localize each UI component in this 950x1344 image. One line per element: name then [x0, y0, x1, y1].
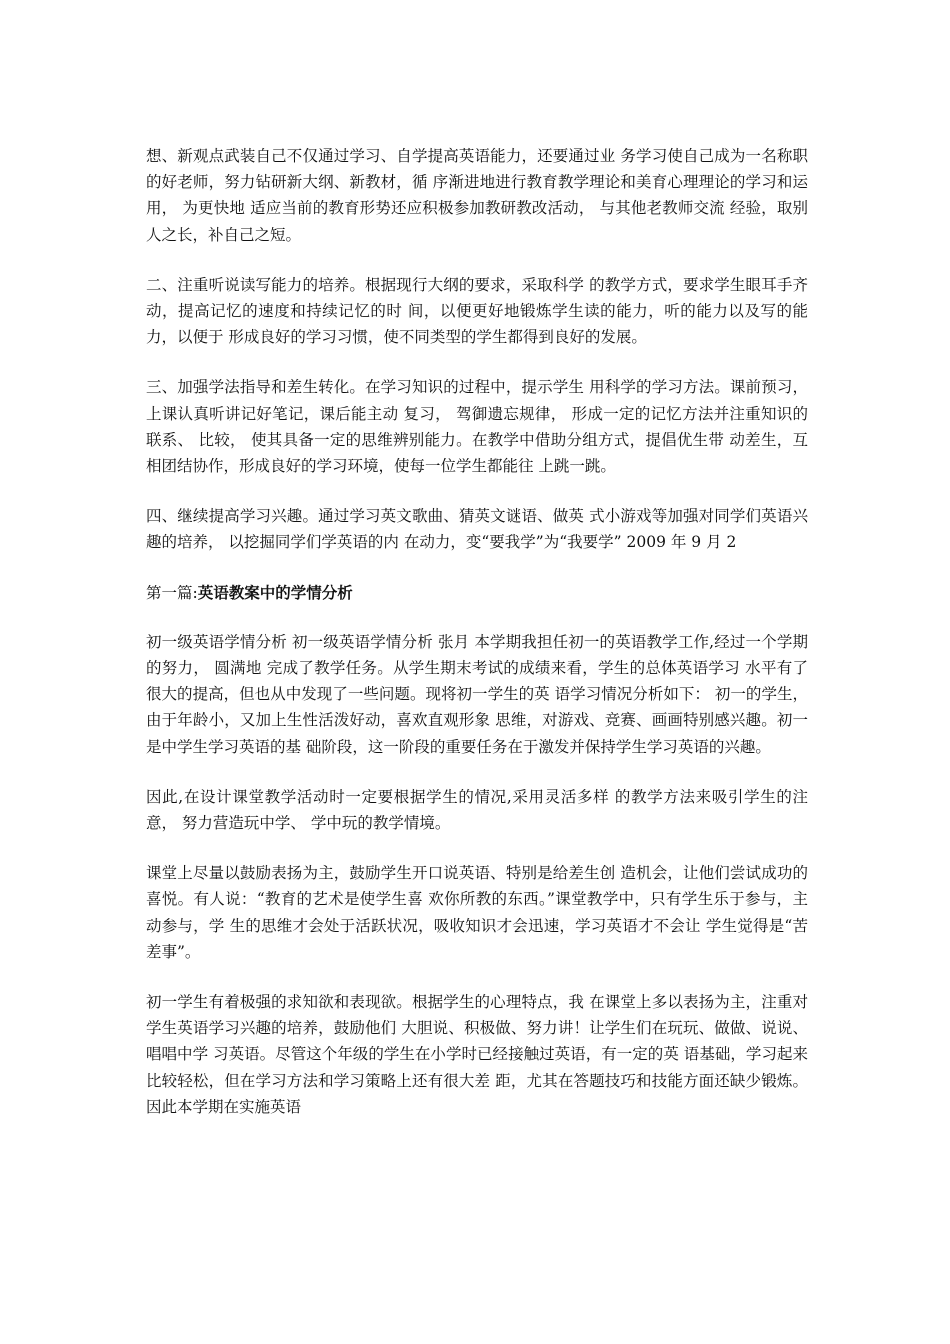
- paragraph-6: 因此,在设计课堂教学活动时一定要根据学生的情况,采用灵活多样 的教学方法来吸引学生的注意， 努力营造玩中学、 学中玩的教学情境。: [146, 787, 808, 833]
- paragraph-3: 三、加强学法指导和差生转化。在学习知识的过程中，提示学生 用科学的学习方法。课前预习，上课认真听讲记好笔记，课后能主动 复习， 驾御遗忘规律， 形成一定的记忆方法并注重知识的联系、 比较， 使其具备一定的思维辨别能力。在教学中借助分组方式，提倡优生带 动差生，互相团结协作，形成良好的学习环境，使每一位学生都能往 上跳一跳。: [146, 378, 808, 476]
- paragraph-4: 四、继续提高学习兴趣。通过学习英文歌曲、猜英文谜语、做英 式小游戏等加强对同学们英语兴趣的培养， 以挖掘同学们学英语的内 在动力，变“要我学”为“我要学” 2009 年 9 月 2: [146, 507, 808, 552]
- paragraph-1: 想、新观点武装自己不仅通过学习、自学提高英语能力，还要通过业 务学习使自己成为一名称职的好老师，努力钻研新大纲、新教材，循 序渐进地进行教育教学理论和美育心理理论的学习和运用， 为更快地 适应当前的教育形势还应积极参加教研教改活动， 与其他老教师交流 经验，取别人之长，补自己之短。: [146, 147, 808, 244]
- document-page: [146, 143, 808, 1144]
- section-heading: [146, 580, 808, 606]
- paragraph-7: 课堂上尽量以鼓励表扬为主，鼓励学生开口说英语、特别是给差生创 造机会，让他们尝试成功的喜悦。有人说：“教育的艺术是使学生喜 欢你所教的东西。”课堂教学中，只有学生乐于参与，主动参与，学 生的思维才会处于活跃状况，吸收知识才会迅速，学习英语才不会让 学生觉得是“苦差事”。: [146, 864, 808, 961]
- section-title: 英语教案中的学情分析: [197, 583, 353, 602]
- paragraph-8: 初一学生有着极强的求知欲和表现欲。根据学生的心理特点，我 在课堂上多以表扬为主，注重对学生英语学习兴趣的培养，鼓励他们 大胆说、积极做、努力讲！让学生们在玩玩、做做、说说、唱唱中学 习英语。尽管这个年级的学生在小学时已经接触过英语，有一定的英 语基础，学习起来比较轻松，但在学习方法和学习策略上还有很大差 距，尤其在答题技巧和技能方面还缺少锻炼。因此本学期在实施英语: [146, 993, 808, 1116]
- paragraph-2: 二、注重听说读写能力的培养。根据现行大纲的要求，采取科学 的教学方式，要求学生眼耳手齐动，提高记忆的速度和持续记忆的时 间，以便更好地锻炼学生读的能力，听的能力以及写的能力，以便于 形成良好的学习习惯，使不同类型的学生都得到良好的发展。: [146, 275, 808, 347]
- section-prefix: 第一篇:: [146, 583, 198, 602]
- paragraph-5: 初一级英语学情分析 初一级英语学情分析 张月 本学期我担任初一的英语教学工作,经过一个学期的努力， 圆满地 完成了教学任务。从学生期末考试的成绩来看，学生的总体英语学习 水平有了很大的提高，但也从中发现了一些问题。现将初一学生的英 语学习情况分析如下： 初一的学生，由于年龄小，又加上生性活泼好动，喜欢直观形象 思维，对游戏、竞赛、画画特别感兴趣。初一是中学生学习英语的基 础阶段，这一阶段的重要任务在于激发并保持学生学习英语的兴趣。: [146, 632, 808, 756]
